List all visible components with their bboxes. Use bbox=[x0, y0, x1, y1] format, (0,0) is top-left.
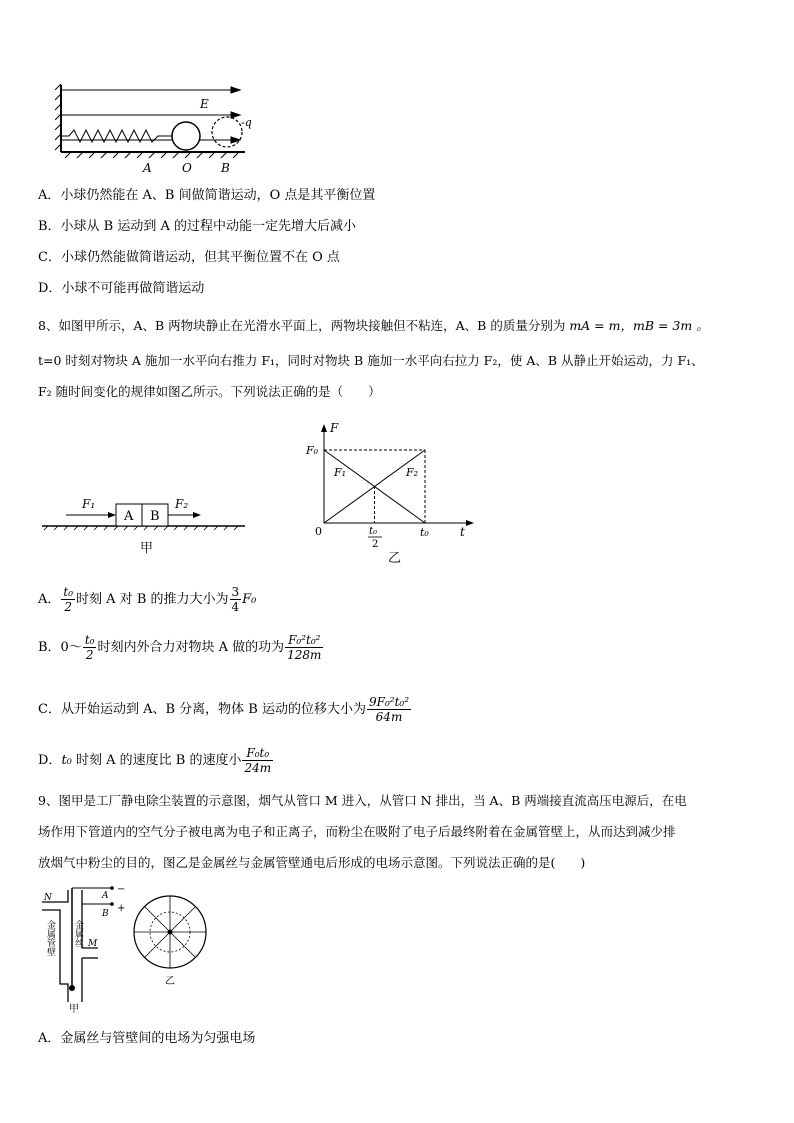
f0-tick-label: F₀ bbox=[306, 444, 319, 457]
q8-b-frac2-den: 128m bbox=[287, 648, 322, 662]
origin-label: 0 bbox=[315, 525, 322, 538]
q8-option-b bbox=[38, 633, 324, 663]
q8-a-frac2-den: 4 bbox=[231, 600, 240, 614]
q8-option-b-prefix: B．0～ bbox=[38, 640, 82, 655]
q8-option-d bbox=[38, 746, 274, 776]
q8-b-frac-den: 2 bbox=[85, 648, 94, 662]
q8-b-frac-num: t₀ bbox=[84, 633, 95, 647]
port-m-label: M bbox=[88, 939, 98, 949]
half-t0-den: 2 bbox=[372, 539, 379, 550]
q9-stem-line2: 场作用下管道内的空气分子被电离为电子和正离子，而粉尘在吸附了电子后最终附着在金属管壁上，从而达到减少排 bbox=[38, 824, 676, 839]
q8-option-c bbox=[38, 695, 412, 725]
q8-a-suffix: F₀ bbox=[242, 592, 257, 607]
f1-series-label: F₁ bbox=[334, 466, 347, 479]
wall-label: 金属管壁 bbox=[45, 920, 55, 956]
q8-figure-jia bbox=[40, 480, 250, 560]
q9-figure-jia bbox=[38, 884, 138, 1014]
q8-option-b-text: 时刻内外合力对物块 A 做的功为 bbox=[97, 640, 285, 655]
q8-a-frac-den: 2 bbox=[64, 600, 73, 614]
q8-c-frac-num: 9F₀²t₀² bbox=[368, 695, 410, 709]
q9-stem-line3: 放烟气中粉尘的目的，图乙是金属丝与金属管壁通电后形成的电场示意图。下列说法正确的是( ) bbox=[38, 855, 586, 870]
point-label-A: A bbox=[143, 161, 152, 175]
force-f1-label: F₁ bbox=[82, 497, 96, 511]
port-n-label: N bbox=[44, 893, 52, 903]
q8-mass-text: mA = m，mB = 3m 。 bbox=[569, 318, 709, 333]
q7-option-a: A．小球仍然能在 A、B 间做简谐运动，O 点是其平衡位置 bbox=[38, 188, 376, 203]
q7-option-c: C．小球仍然能做简谐运动，但其平衡位置不在 O 点 bbox=[38, 250, 340, 265]
q8-d-frac-den: 24m bbox=[244, 761, 272, 775]
terminal-a-label: A bbox=[102, 891, 109, 901]
q8-a-frac2-num: 3 bbox=[231, 585, 240, 599]
terminal-b-label: B bbox=[102, 909, 109, 919]
q9-option-a: A．金属丝与管壁间的电场为匀强电场 bbox=[38, 1031, 256, 1046]
q8-option-a-text: 时刻 A 对 B 的推力大小为 bbox=[76, 592, 229, 607]
q8-stem-line3: F₂ 随时间变化的规律如图乙所示。下列说法正确的是（ ） bbox=[38, 384, 381, 399]
q8-option-a bbox=[38, 585, 256, 615]
q8-c-frac-den: 64m bbox=[375, 710, 403, 724]
fig9-jia-caption: 甲 bbox=[69, 1004, 79, 1014]
block-b-label: B bbox=[150, 509, 160, 524]
point-label-B: B bbox=[221, 161, 230, 175]
q8-stem-text1: 8、如图甲所示，A、B 两物块静止在光滑水平面上，两物块接触但不粘连，A、B 的质量分别为 bbox=[38, 318, 566, 333]
field-label-E: E bbox=[200, 97, 209, 111]
fig-yi-caption: 乙 bbox=[388, 551, 402, 566]
f2-series-label: F₂ bbox=[406, 466, 419, 479]
charge-label: -q bbox=[241, 116, 252, 129]
q9-figure-yi bbox=[130, 892, 210, 992]
terminal-plus: + bbox=[117, 903, 126, 914]
block-a-label: A bbox=[124, 509, 134, 524]
q8-option-d-prefix: D． bbox=[38, 753, 62, 768]
q7-option-d: D．小球不可能再做简谐运动 bbox=[38, 281, 205, 296]
terminal-minus: − bbox=[117, 884, 126, 895]
t0-tick-label: t₀ bbox=[420, 526, 429, 539]
fig-jia-caption: 甲 bbox=[140, 541, 154, 556]
q8-stem-line1 bbox=[38, 316, 709, 336]
q8-a-frac-num: t₀ bbox=[63, 585, 74, 599]
spring-field-figure bbox=[55, 80, 265, 175]
q8-option-a-prefix: A． bbox=[38, 592, 61, 607]
point-label-O: O bbox=[182, 161, 192, 175]
q8-option-d-text: 时刻 A 的速度比 B 的速度小 bbox=[71, 753, 242, 768]
axis-f-label: F bbox=[330, 421, 339, 435]
axis-t-label: t bbox=[460, 525, 465, 539]
q8-stem-line2: t=0 时刻对物块 A 施加一水平向右推力 F₁，同时对物块 B 施加一水平向右拉力 F₂，使 A、B 从静止开始运动，力 F₁、 bbox=[38, 353, 704, 368]
half-t0-num: t₀ bbox=[369, 526, 378, 537]
wire-label: 金属丝 bbox=[73, 920, 83, 947]
q7-option-b: B．小球从 B 运动到 A 的过程中动能一定先增大后减小 bbox=[38, 219, 357, 234]
q9-stem-line1: 9、图甲是工厂静电除尘装置的示意图，烟气从管口 M 进入，从管口 N 排出，当 A、B 两端接直流高压电源后，在电 bbox=[38, 793, 687, 808]
q8-d-t0: t₀ bbox=[61, 753, 72, 768]
q8-option-c-text: C．从开始运动到 A、B 分离，物体 B 运动的位移大小为 bbox=[38, 702, 366, 717]
q8-figure-yi bbox=[298, 420, 478, 570]
fig9-yi-caption: 乙 bbox=[165, 976, 175, 987]
q8-b-frac2-num: F₀²t₀² bbox=[285, 633, 323, 648]
force-f2-label: F₂ bbox=[175, 497, 189, 511]
q8-d-frac-num: F₀t₀ bbox=[242, 746, 273, 761]
